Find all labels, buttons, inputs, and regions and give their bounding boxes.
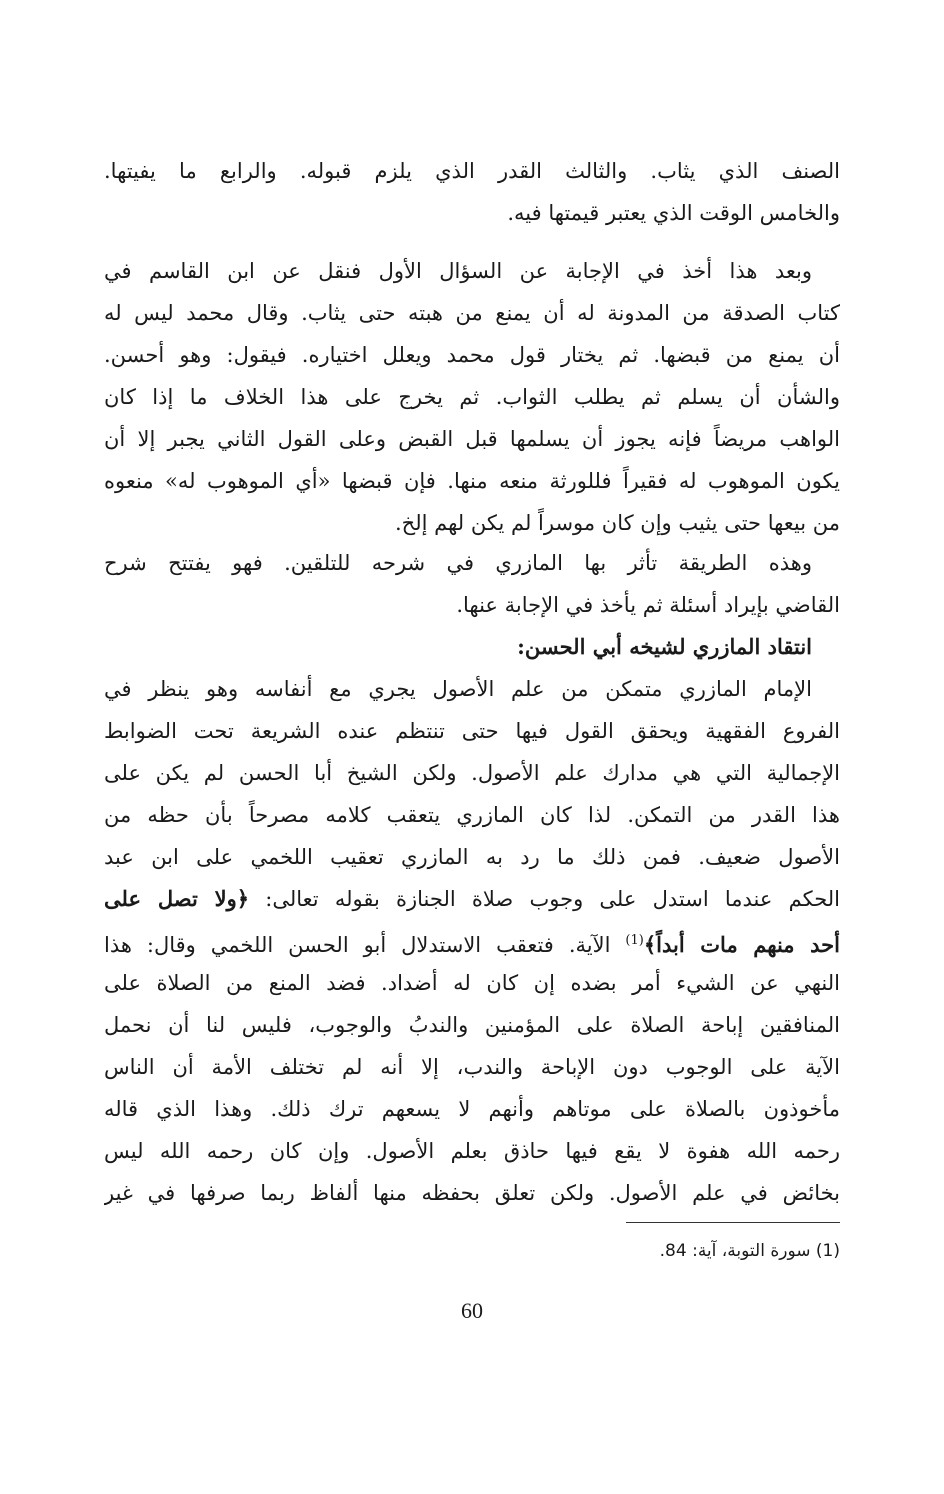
text-line: وبعد هذا أخذ في الإجابة عن السؤال الأول فنقل عن ابن القاسم في	[104, 259, 812, 283]
text-line: القاضي بإيراد أسئلة ثم يأخذ في الإجابة عنها.	[456, 593, 840, 617]
text-line: وهذه الطريقة تأثر بها المازري في شرحه للتلقين. فهو يفتتح شرح	[104, 551, 812, 575]
text-line: والشأن أن يسلم ثم يطلب الثواب. ثم يخرج على هذا الخلاف ما إذا كان	[104, 385, 840, 409]
text-line: الإمام المازري متمكن من علم الأصول يجري مع أنفاسه وهو ينظر في	[104, 677, 812, 701]
text-line: المنافقين إباحة الصلاة على المؤمنين والندبُ والوجوب، فليس لنا أن نحمل	[104, 1013, 840, 1037]
text-line: الفروع الفقهية ويحقق القول فيها حتى تنتظم عنده الشريعة تحت الضوابط	[104, 719, 840, 743]
text-line	[104, 920, 840, 962]
text-line: كتاب الصدقة من المدونة له أن يمنع من هبته حتى يثاب. وقال محمد ليس له	[104, 301, 840, 325]
text-line: يكون الموهوب له فقيراً فللورثة منعه منها. فإن قبضها «أي الموهوب له» منعوه	[104, 469, 840, 493]
text-line: الإجمالية التي هي مدارك علم الأصول. ولكن الشيخ أبا الحسن لم يكن على	[104, 761, 840, 785]
section-heading	[104, 626, 840, 668]
text-line	[104, 878, 840, 920]
text-line: أن يمنع من قبضها. ثم يختار قول محمد ويعلل اختياره. فيقول: وهو أحسن.	[104, 343, 840, 367]
page-number: 60	[461, 1298, 483, 1323]
quran-verse: ﴿ولا تصل على	[104, 886, 250, 911]
text-line: بخائض في علم الأصول. ولكن تعلق بحفظه منها ألفاظ ربما صرفها في غير	[104, 1181, 840, 1205]
text-line: مأخوذون بالصلاة على موتاهم وأنهم لا يسعهم ترك ذلك. وهذا الذي قاله	[104, 1097, 840, 1121]
footnote-marker[interactable]: (1)	[625, 933, 644, 948]
text-line: رحمه الله هفوة لا يقع فيها حاذق بعلم الأصول. وإن كان رحمه الله ليس	[104, 1139, 840, 1163]
footnote: (1) سورة التوبة، آية: 84.	[659, 1241, 840, 1261]
text-line: والخامس الوقت الذي يعتبر قيمتها فيه.	[507, 201, 840, 225]
quran-verse: أحد منهم مات أبداً﴾	[643, 932, 840, 957]
text-line: الأصول ضعيف. فمن ذلك ما رد به المازري تعقيب اللخمي على ابن عبد	[104, 845, 840, 869]
text-segment: الحكم عندما استدل على وجوب صلاة الجنازة بقوله تعالى:	[249, 887, 840, 911]
text-line: من بيعها حتى يثيب وإن كان موسراً لم يكن لهم إلخ.	[395, 511, 840, 535]
text-line: الواهب مريضاً فإنه يجوز أن يسلمها قبل القبض وعلى القول الثاني يجبر إلا أن	[104, 427, 840, 451]
paragraph-4	[104, 668, 840, 1214]
text-line: النهي عن الشيء أمر بضده إن كان له أضداد. فضد المنع من الصلاة على	[104, 971, 840, 995]
text-line: هذا القدر من التمكن. لذا كان المازري يتعقب كلامه مصرحاً بأن حظه من	[104, 803, 840, 827]
text-line: الصنف الذي يثاب. والثالث القدر الذي يلزم قبوله. والرابع ما يفيتها.	[104, 159, 840, 183]
paragraph-3	[104, 542, 840, 626]
paragraph-2	[104, 250, 840, 544]
section-heading-text: انتقاد المازري لشيخه أبي الحسن:	[517, 634, 812, 659]
paragraph-1	[104, 150, 840, 234]
footnote-divider	[626, 1222, 840, 1223]
text-segment: الآية. فتعقب الاستدلال أبو الحسن اللخمي وقال: هذا	[104, 933, 626, 957]
text-line: الآية على الوجوب دون الإباحة والندب، إلا أنه لم تختلف الأمة أن الناس	[104, 1055, 840, 1079]
